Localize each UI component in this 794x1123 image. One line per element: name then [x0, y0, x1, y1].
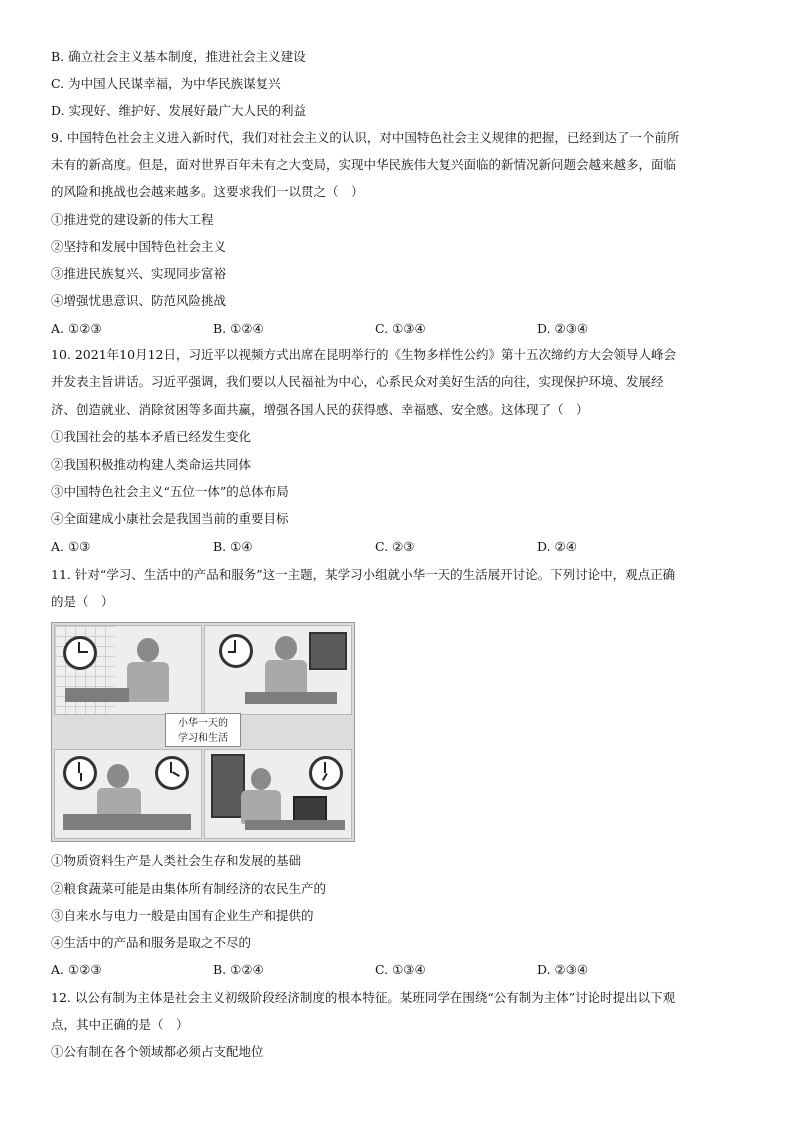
q11-statement-3: ③自来水与电力一般是由国有企业生产和提供的	[51, 908, 314, 923]
panel-study	[204, 625, 352, 715]
caption-line-1: 小华一天的	[178, 718, 228, 729]
q10-stem-line-2: 并发表主旨讲话。习近平强调，我们要以人民福祉为中心，心系民众对美好生活的向往，实现保护环境、发展经	[51, 374, 664, 389]
table-icon	[63, 814, 191, 830]
q8-option-c: C. 为中国人民谋幸福，为中华民族谋复兴	[51, 76, 281, 91]
person-icon	[275, 636, 297, 660]
q10-statement-2: ②我国积极推动构建人类命运共同体	[51, 457, 252, 472]
q10-statement-4: ④全面建成小康社会是我国当前的重要目标	[51, 511, 289, 526]
q12-stem-line-2: 点，其中正确的是（ ）	[51, 1017, 189, 1032]
q10-choice-c: C. ②③	[375, 539, 415, 554]
clock-icon	[63, 756, 97, 790]
illustration-caption	[165, 713, 241, 747]
q10-choice-b: B. ①④	[213, 539, 253, 554]
person-body-icon	[265, 660, 307, 694]
desk-icon	[245, 692, 337, 704]
q10-choice-d: D. ②④	[537, 539, 577, 554]
clock-icon	[309, 756, 343, 790]
q9-choice-b: B. ①②④	[213, 321, 264, 336]
q10-stem-line-3: 济、创造就业、消除贫困等多面共赢，增强各国人民的获得感、幸福感、安全感。这体现了（ ）	[51, 402, 589, 417]
q11-statement-4: ④生活中的产品和服务是取之不尽的	[51, 935, 252, 950]
clock-icon	[219, 634, 253, 668]
q9-stem-line-3: 的风险和挑战也会越来越多。这要求我们一以贯之（ ）	[51, 184, 364, 199]
q11-choice-b: B. ①②④	[213, 962, 264, 977]
q9-stem-line-1: 9. 中国特色社会主义进入新时代，我们对社会主义的认识，对中国特色社会主义规律的把握，已经到达了一个前所	[51, 130, 680, 145]
computer-monitor-icon	[293, 796, 327, 822]
sink-icon	[65, 688, 129, 702]
q8-option-d: D. 实现好、维护好、发展好最广大人民的利益	[51, 103, 307, 118]
q9-statement-3: ③推进民族复兴、实现同步富裕	[51, 266, 227, 281]
q10-choice-a: A. ①③	[51, 539, 91, 554]
q9-choice-c: C. ①③④	[375, 321, 426, 336]
person-body-icon	[127, 662, 169, 702]
panel-meal	[54, 749, 202, 839]
person-icon	[137, 638, 159, 662]
q11-choice-d: D. ②③④	[537, 962, 589, 977]
q9-statement-2: ②坚持和发展中国特色社会主义	[51, 239, 227, 254]
q9-statement-4: ④增强忧患意识、防范风险挑战	[51, 293, 227, 308]
q11-statement-1: ①物质资料生产是人类社会生存和发展的基础	[51, 853, 302, 868]
person-icon	[251, 768, 271, 790]
clock-icon	[155, 756, 189, 790]
q10-stem-line-1: 10. 2021年10月12日，习近平以视频方式出席在昆明举行的《生物多样性公约》第十五次缔约方大会领导人峰会	[51, 347, 676, 362]
q9-choice-a: A. ①②③	[51, 321, 102, 336]
q11-stem-line-2: 的是（ ）	[51, 594, 114, 609]
person-icon	[107, 764, 129, 788]
q12-stem-line-1: 12. 以公有制为主体是社会主义初级阶段经济制度的根本特征。某班同学在围绕“公有制为主体”讨论时提出以下观	[51, 990, 676, 1005]
window-icon	[309, 632, 347, 670]
q11-stem-line-1: 11. 针对“学习、生活中的产品和服务”这一主题，某学习小组就小华一天的生活展开讨论。下列讨论中，观点正确	[51, 567, 676, 582]
q12-statement-1: ①公有制在各个领域都必须占支配地位	[51, 1044, 264, 1059]
panel-evening	[204, 749, 352, 839]
window-icon	[211, 754, 245, 818]
caption-line-2: 学习和生活	[178, 733, 228, 744]
q8-option-b: B. 确立社会主义基本制度，推进社会主义建设	[51, 49, 306, 64]
q10-statement-1: ①我国社会的基本矛盾已经发生变化	[51, 429, 252, 444]
q11-choice-c: C. ①③④	[375, 962, 426, 977]
q11-statement-2: ②粮食蔬菜可能是由集体所有制经济的农民生产的	[51, 881, 327, 896]
clock-icon	[63, 636, 97, 670]
panel-morning	[54, 625, 202, 715]
q10-statement-3: ③中国特色社会主义“五位一体”的总体布局	[51, 484, 289, 499]
person-body-icon	[241, 790, 281, 824]
q9-choice-d: D. ②③④	[537, 321, 589, 336]
daily-life-illustration	[51, 622, 355, 842]
q11-choice-a: A. ①②③	[51, 962, 102, 977]
desk-icon	[245, 820, 345, 830]
q9-stem-line-2: 未有的新高度。但是，面对世界百年未有之大变局，实现中华民族伟大复兴面临的新情况新问题会越来越多，面临	[51, 157, 677, 172]
q9-statement-1: ①推进党的建设新的伟大工程	[51, 212, 214, 227]
